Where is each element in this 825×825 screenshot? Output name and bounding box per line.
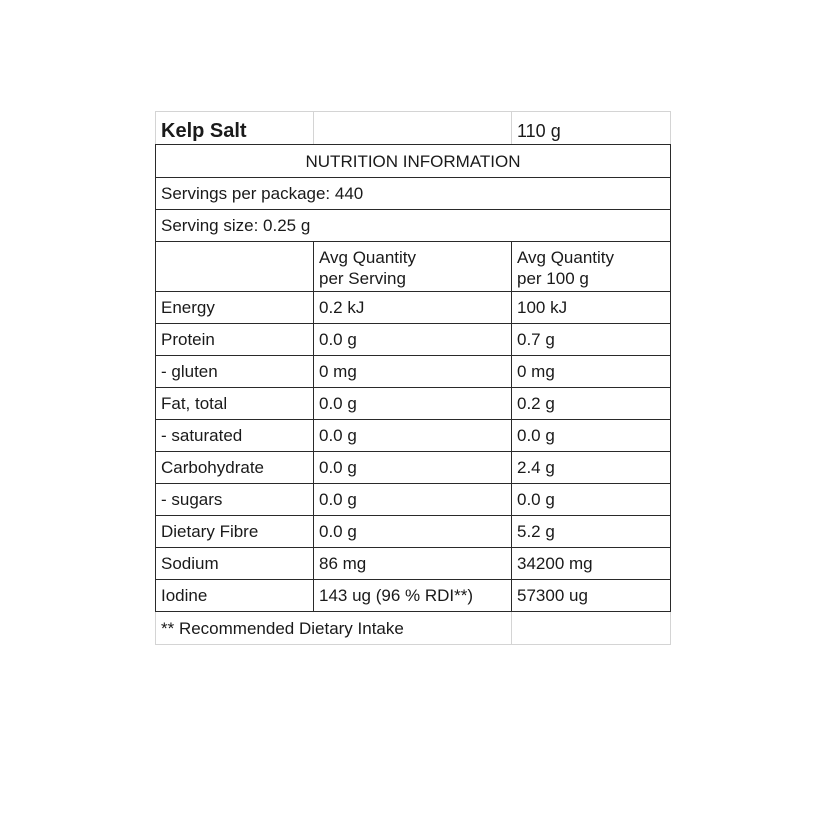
nutrient-row xyxy=(156,388,671,420)
heading-row xyxy=(156,145,671,178)
product-row xyxy=(156,112,671,145)
nutrient-row xyxy=(156,420,671,452)
column-header-per-serving-line2: per Serving xyxy=(319,269,406,288)
nutrient-per-100g: 57300 ug xyxy=(512,580,671,612)
nutrient-per-serving: 0 mg xyxy=(314,356,512,388)
nutrient-name: Protein xyxy=(156,324,314,356)
panel-heading: NUTRITION INFORMATION xyxy=(156,145,671,178)
nutrient-row xyxy=(156,452,671,484)
nutrient-per-100g: 0 mg xyxy=(512,356,671,388)
nutrient-name: - sugars xyxy=(156,484,314,516)
column-header-per-100g xyxy=(512,242,671,292)
column-header-per-serving xyxy=(314,242,512,292)
servings-per-package: Servings per package: 440 xyxy=(156,178,671,210)
serving-size: Serving size: 0.25 g xyxy=(156,210,671,242)
footnote: ** Recommended Dietary Intake xyxy=(156,612,512,645)
nutrient-name: Dietary Fibre xyxy=(156,516,314,548)
column-header-blank xyxy=(156,242,314,292)
nutrient-per-100g: 34200 mg xyxy=(512,548,671,580)
nutrient-row xyxy=(156,580,671,612)
column-header-per-100g-line2: per 100 g xyxy=(517,269,589,288)
product-name: Kelp Salt xyxy=(156,112,314,145)
product-blank-cell xyxy=(314,112,512,145)
nutrient-per-serving: 0.0 g xyxy=(314,516,512,548)
nutrient-per-serving: 0.0 g xyxy=(314,420,512,452)
nutrient-name: - saturated xyxy=(156,420,314,452)
serving-size-row xyxy=(156,210,671,242)
nutrient-per-100g: 0.0 g xyxy=(512,484,671,516)
nutrition-table xyxy=(155,111,671,645)
nutrition-panel xyxy=(155,111,670,645)
nutrient-per-100g: 5.2 g xyxy=(512,516,671,548)
nutrient-per-serving: 0.0 g xyxy=(314,452,512,484)
nutrient-per-serving: 0.0 g xyxy=(314,484,512,516)
nutrient-per-100g: 2.4 g xyxy=(512,452,671,484)
nutrient-name: - gluten xyxy=(156,356,314,388)
column-header-per-serving-line1: Avg Quantity xyxy=(319,248,417,267)
nutrient-per-100g: 0.0 g xyxy=(512,420,671,452)
nutrient-name: Energy xyxy=(156,292,314,324)
footnote-row xyxy=(156,612,671,645)
nutrient-row xyxy=(156,516,671,548)
nutrient-per-serving: 143 ug (96 % RDI**) xyxy=(314,580,512,612)
nutrient-row xyxy=(156,324,671,356)
nutrient-per-serving: 86 mg xyxy=(314,548,512,580)
nutrient-row xyxy=(156,356,671,388)
nutrient-per-100g: 0.7 g xyxy=(512,324,671,356)
nutrient-name: Carbohydrate xyxy=(156,452,314,484)
nutrient-per-100g: 0.2 g xyxy=(512,388,671,420)
nutrient-per-serving: 0.2 kJ xyxy=(314,292,512,324)
column-header-row xyxy=(156,242,671,292)
nutrient-name: Iodine xyxy=(156,580,314,612)
nutrient-row xyxy=(156,292,671,324)
nutrient-per-serving: 0.0 g xyxy=(314,388,512,420)
product-weight: 110 g xyxy=(512,112,671,145)
servings-row xyxy=(156,178,671,210)
nutrient-row xyxy=(156,548,671,580)
nutrient-name: Fat, total xyxy=(156,388,314,420)
nutrient-per-serving: 0.0 g xyxy=(314,324,512,356)
nutrient-row xyxy=(156,484,671,516)
footnote-blank-cell xyxy=(512,612,671,645)
nutrient-per-100g: 100 kJ xyxy=(512,292,671,324)
column-header-per-100g-line1: Avg Quantity xyxy=(517,248,615,267)
nutrient-name: Sodium xyxy=(156,548,314,580)
